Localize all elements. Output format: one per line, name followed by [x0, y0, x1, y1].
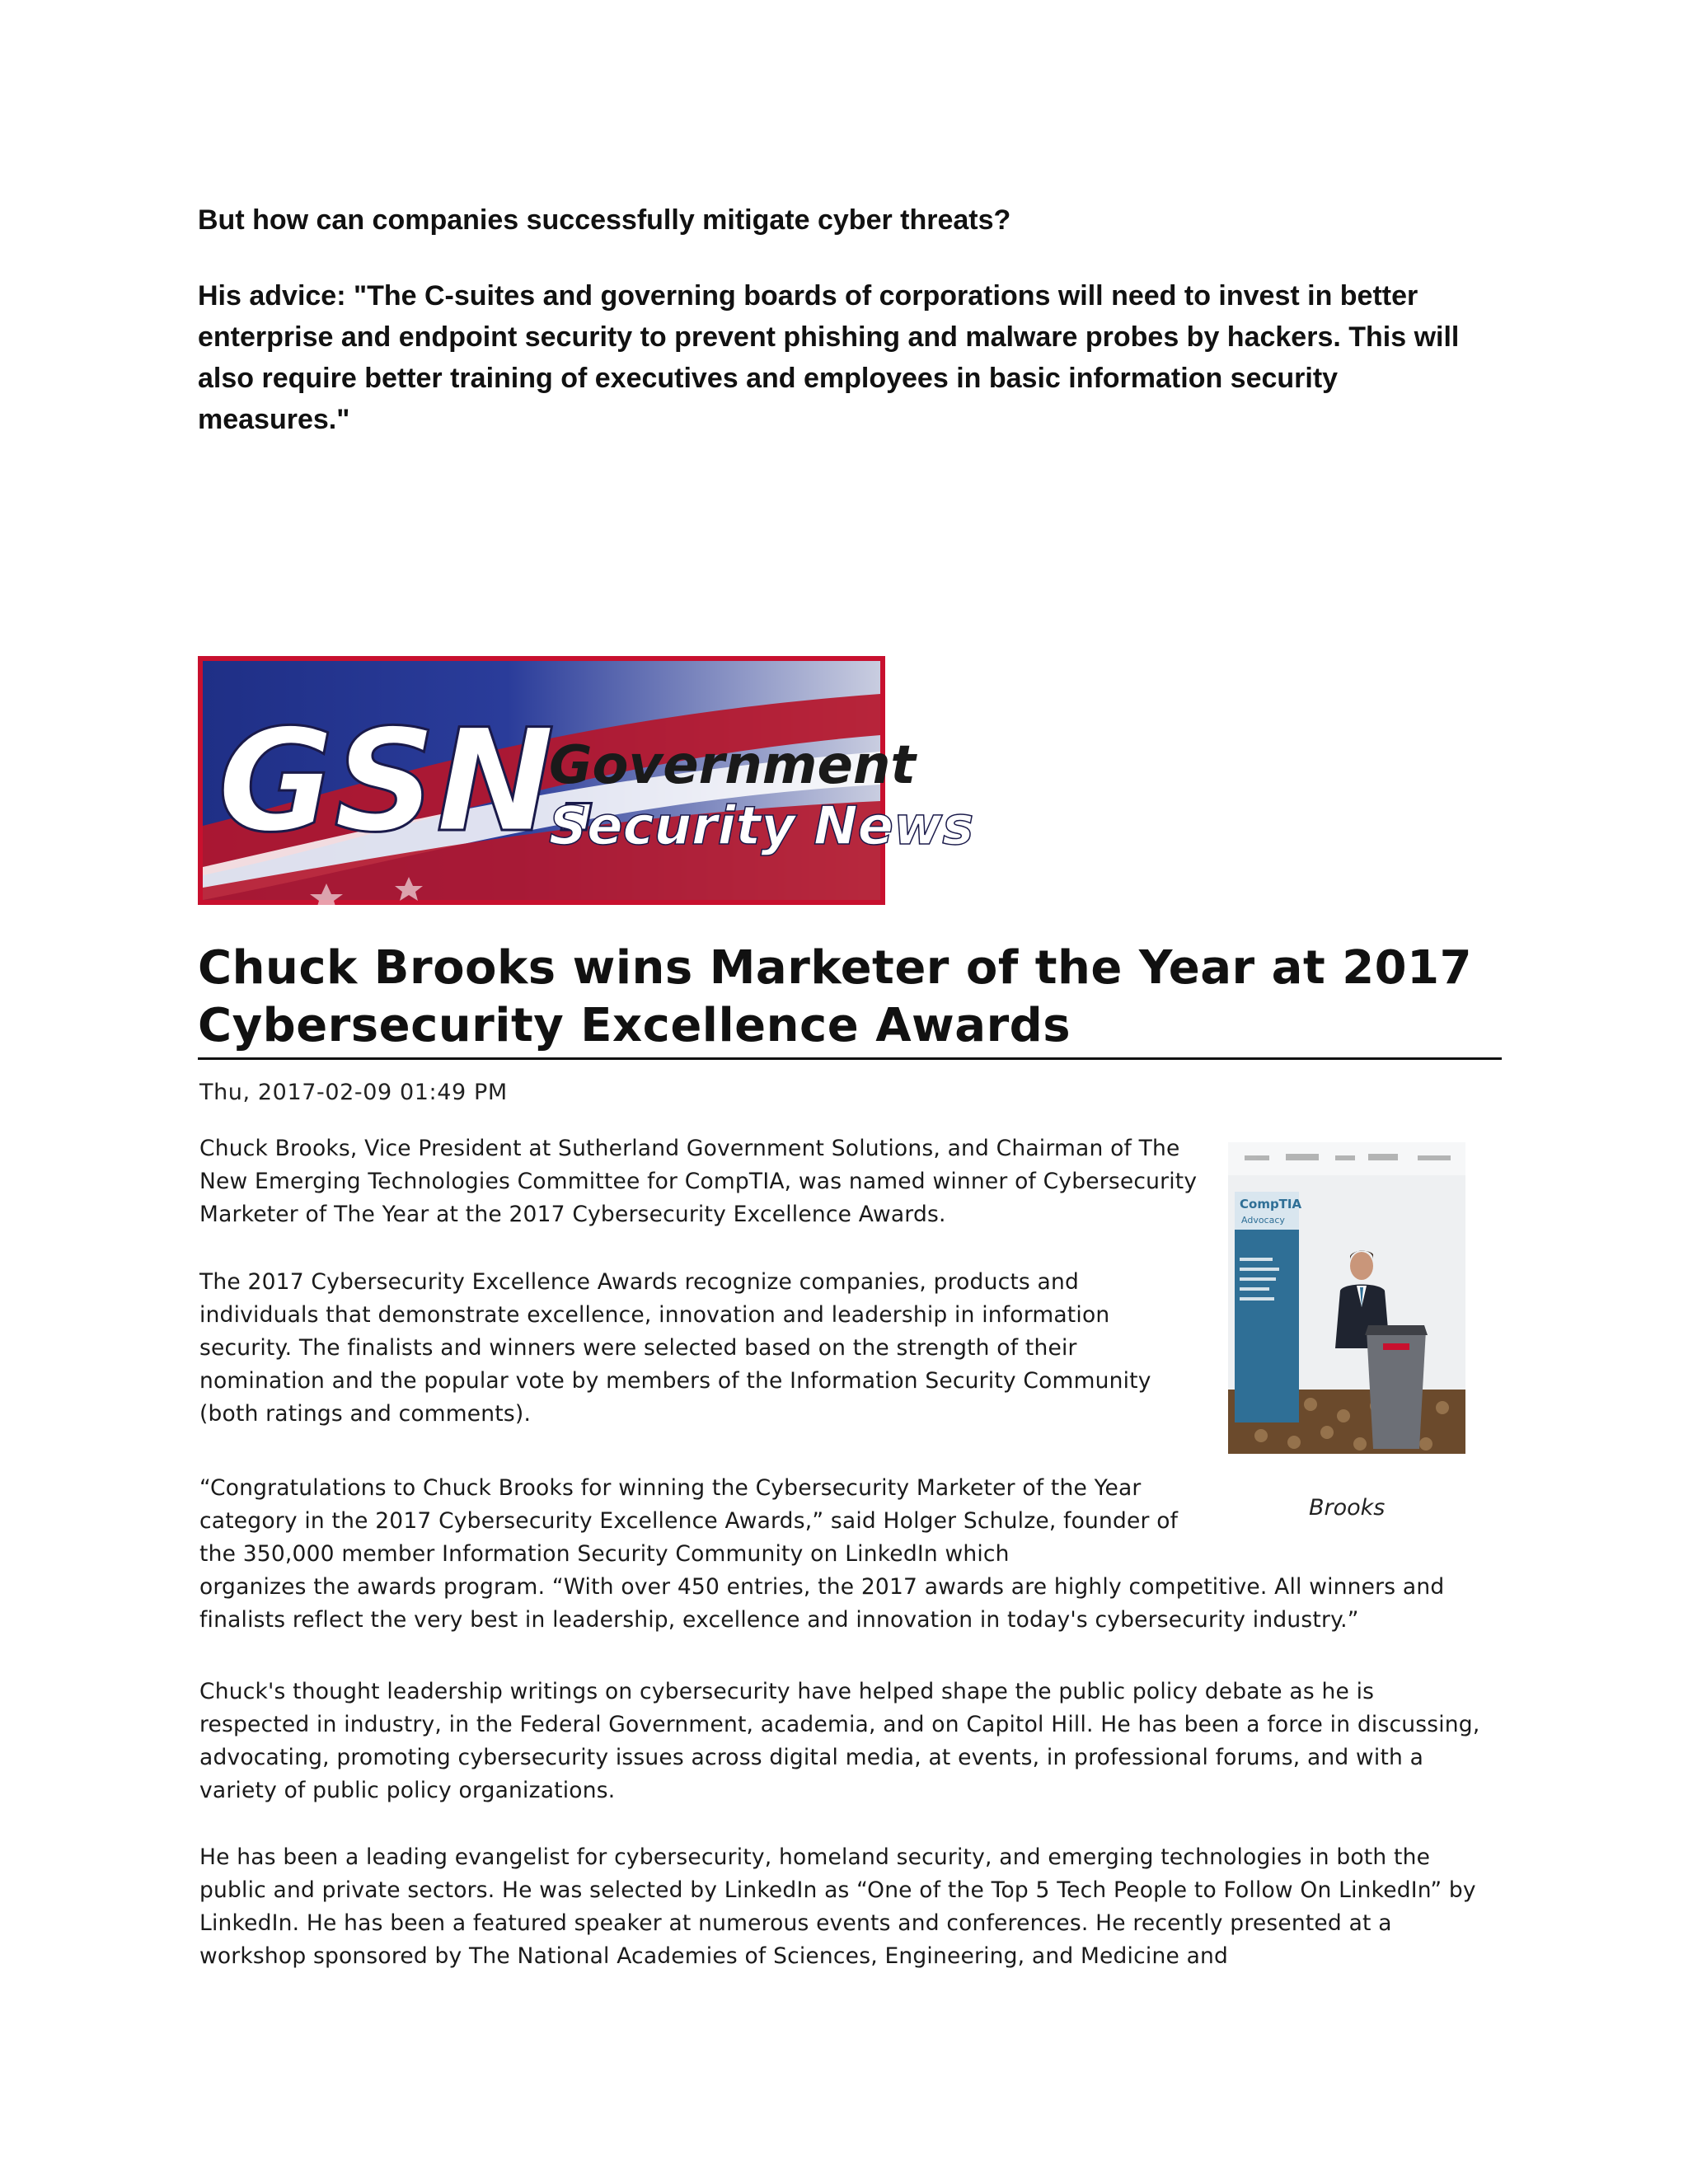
gsn-logo-graphic	[203, 661, 974, 900]
article-paragraph-5: He has been a leading evangelist for cybersecurity, homeland security, and emerging technologies in both the public and private sectors. He was selected by LinkedIn as “One of the Top 5 Tech People to Follow On LinkedIn” by LinkedIn. He has been a featured speaker at numerous events and conferences. He recently presented at a workshop sponsored by The National Academies of Sciences, Engineering, and Medicine and	[199, 1844, 1476, 1969]
banner-title-text: CompTIA	[1240, 1197, 1302, 1212]
article-paragraph-1: Chuck Brooks, Vice President at Sutherland Government Solutions, and Chairman of The New Emerging Technologies Committee for CompTIA, was named winner of Cybersecurity Marketer of The Year at the 2017 Cybersecurity Excellence Awards.	[199, 1136, 1198, 1227]
article-paragraph-2: The 2017 Cybersecurity Excellence Awards recognize companies, products and individuals that demonstrate excellence, innovation and leadership in information security. The finalists and winners were selected based on the strength of their nomination and the popular vote by members of the Information Security Community (both ratings and comments).	[199, 1269, 1151, 1427]
brooks-photo	[1228, 1142, 1465, 1454]
logo-brand-text: GSN.	[218, 698, 609, 864]
article-headline: Chuck Brooks wins Marketer of the Year at 2017 Cybersecurity Excellence Awards	[198, 941, 1473, 1052]
logo-line2-text: Security News	[549, 796, 974, 857]
photo-caption: Brooks	[1309, 1495, 1386, 1521]
article-paragraph-3-part-2: organizes the awards program. “With over 450 entries, the 2017 awards are highly competitive. All winners and finalists reflect the very best in leadership, excellence and innovation in today's cybersecurity industry.”	[199, 1574, 1445, 1633]
article-paragraph-4: Chuck's thought leadership writings on cybersecurity have helped shape the public policy debate as he is respected in industry, in the Federal Government, academia, and on Capitol Hill. He has been a force in discussing, advocating, promoting cybersecurity issues across digital media, at events, in professional forums, and with a variety of public policy organizations.	[199, 1679, 1480, 1803]
brooks-photo-graphic	[1228, 1142, 1465, 1454]
intro-advice-quote: His advice: "The C-suites and governing boards of corporations will need to invest in better enterprise and endpoint security to prevent phishing and malware probes by hackers. This will also require better training of executives and employees in basic information security measures."	[198, 280, 1460, 435]
headline-divider	[198, 1057, 1502, 1060]
logo-line1-text: Government	[549, 735, 916, 796]
banner-sub-text: Advocacy	[1241, 1215, 1285, 1226]
article-date: Thu, 2017-02-09 01:49 PM	[199, 1080, 508, 1105]
gsn-logo	[198, 656, 974, 905]
intro-question: But how can companies successfully mitigate cyber threats?	[198, 204, 1011, 236]
article-paragraph-3-part-1: “Congratulations to Chuck Brooks for winning the Cybersecurity Marketer of the Year category in the 2017 Cybersecurity Excellence Awards,” said Holger Schulze, founder of the 350,000 member Information Security Community on LinkedIn which	[199, 1475, 1179, 1567]
